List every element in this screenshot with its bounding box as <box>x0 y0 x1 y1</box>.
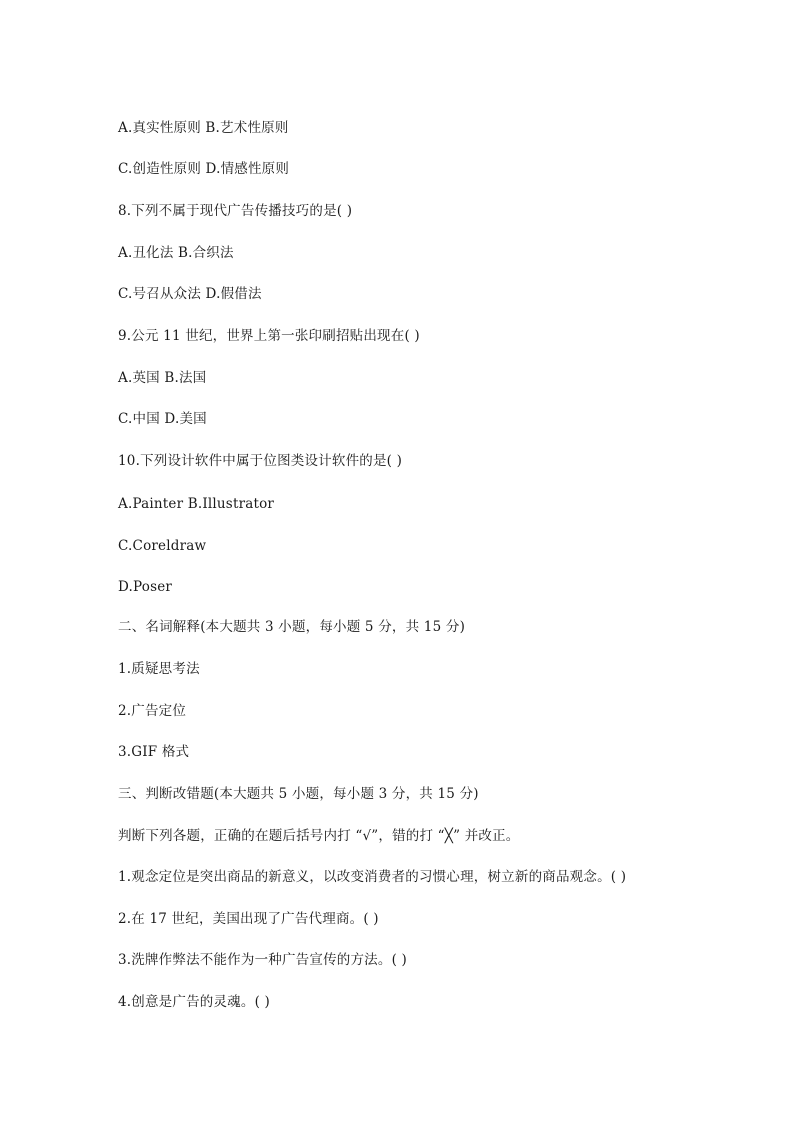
option-line-q10-c: C.Coreldraw <box>118 538 207 554</box>
tf-item-1: 1.观念定位是突出商品的新意义，以改变消费者的习惯心理，树立新的商品观念。( ) <box>118 869 627 885</box>
term-item-1: 1.质疑思考法 <box>118 661 200 677</box>
option-line-q10-ab: A.Painter B.Illustrator <box>118 496 275 512</box>
option-line-q8-cd: C.号召从众法 D.假借法 <box>118 286 262 302</box>
question-9: 9.公元 11 世纪，世界上第一张印刷招贴出现在( ) <box>118 328 420 344</box>
term-item-2: 2.广告定位 <box>118 703 187 719</box>
section-instructions: 判断下列各题，正确的在题后括号内打 “√”，错的打 “╳” 并改正。 <box>118 828 520 844</box>
section-heading-terms: 二、名词解释(本大题共 3 小题，每小题 5 分，共 15 分) <box>118 619 466 635</box>
option-line-q8-ab: A.丑化法 B.合织法 <box>118 245 234 261</box>
option-line-q7-ab: A.真实性原则 B.艺术性原则 <box>118 120 289 136</box>
option-line-q9-cd: C.中国 D.美国 <box>118 411 207 427</box>
question-10: 10.下列设计软件中属于位图类设计软件的是( ) <box>118 453 403 469</box>
tf-item-4: 4.创意是广告的灵魂。( ) <box>118 994 271 1010</box>
question-8: 8.下列不属于现代广告传播技巧的是( ) <box>118 203 353 219</box>
option-line-q10-d: D.Poser <box>118 579 173 595</box>
tf-item-2: 2.在 17 世纪，美国出现了广告代理商。( ) <box>118 911 379 927</box>
section-heading-true-false: 三、判断改错题(本大题共 5 小题，每小题 3 分，共 15 分) <box>118 786 479 802</box>
tf-item-3: 3.洗牌作弊法不能作为一种广告宣传的方法。( ) <box>118 952 408 968</box>
option-line-q9-ab: A.英国 B.法国 <box>118 370 207 386</box>
term-item-3: 3.GIF 格式 <box>118 744 190 760</box>
option-line-q7-cd: C.创造性原则 D.情感性原则 <box>118 161 290 177</box>
